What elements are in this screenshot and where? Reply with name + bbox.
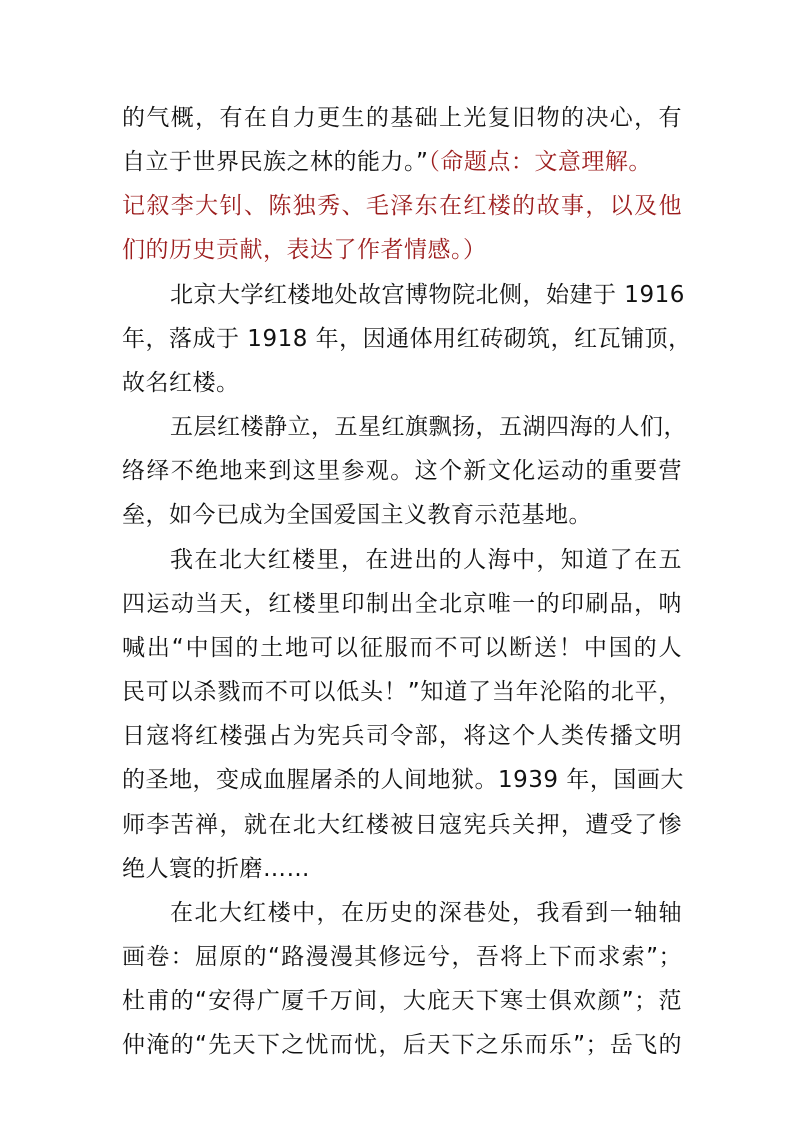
paragraph-line: 四运动当天，红楼里印制出全北京唯一的印刷品，呐 [122,591,682,617]
paragraph-line: 仲淹的“先天下之忧而忧，后天下之乐而乐”；岳飞的 [122,1032,682,1058]
paragraph-line: 故名红楼。 [122,370,240,396]
paragraph-line: 杜甫的“安得广厦千万间，大庇天下寒士俱欢颜”；范 [122,988,682,1014]
paragraph-first-line: 五层红楼静立，五星红旗飘扬，五湖四海的人们， [170,414,687,440]
paragraph-line: 的圣地，变成血腥屠杀的人间地狱。1939 年，国画大 [122,767,684,793]
paragraph-line: 师李苦禅，就在北大红楼被日寇宪兵关押，遭受了惨 [122,812,682,838]
quote-ending-text: 自立于世界民族之林的能力。” [122,149,429,175]
paragraph-first-line: 北京大学红楼地处故宫博物院北侧，始建于 1916 [170,282,685,308]
paragraph-line: 垒，如今已成为全国爱国主义教育示范基地。 [122,502,592,528]
paragraph-first-line: 我在北大红楼里，在进出的人海中，知道了在五 [170,547,682,573]
paragraph-line: 画卷：屈原的“路漫漫其修远兮，吾将上下而求索”； [122,944,682,970]
annotation-line: 记叙李大钊、陈独秀、毛泽东在红楼的故事，以及他 [122,193,682,219]
paragraph-line: 绝人寰的折磨…… [122,856,310,882]
paragraph-line: 络绎不绝地来到这里参观。这个新文化运动的重要营 [122,458,682,484]
paragraph-line: 的气概，有在自力更生的基础上光复旧物的决心，有 [122,105,682,131]
paragraph-line: 喊出“中国的土地可以征服而不可以断送！中国的人 [122,635,682,661]
annotation-text: （命题点：文意理解。 [428,149,652,175]
paragraph-line: 年，落成于 1918 年，因通体用红砖砌筑，红瓦铺顶， [122,326,692,352]
paragraph-line: 民可以杀戮而不可以低头！”知道了当年沦陷的北平， [122,679,682,705]
paragraph-line-with-annotation [122,145,682,179]
paragraph-first-line: 在北大红楼中，在历史的深巷处，我看到一轴轴 [170,900,682,926]
annotation-line: 们的历史贡献，表达了作者情感。） [122,237,487,263]
paragraph-line: 日寇将红楼强占为宪兵司令部，将这个人类传播文明 [122,723,682,749]
